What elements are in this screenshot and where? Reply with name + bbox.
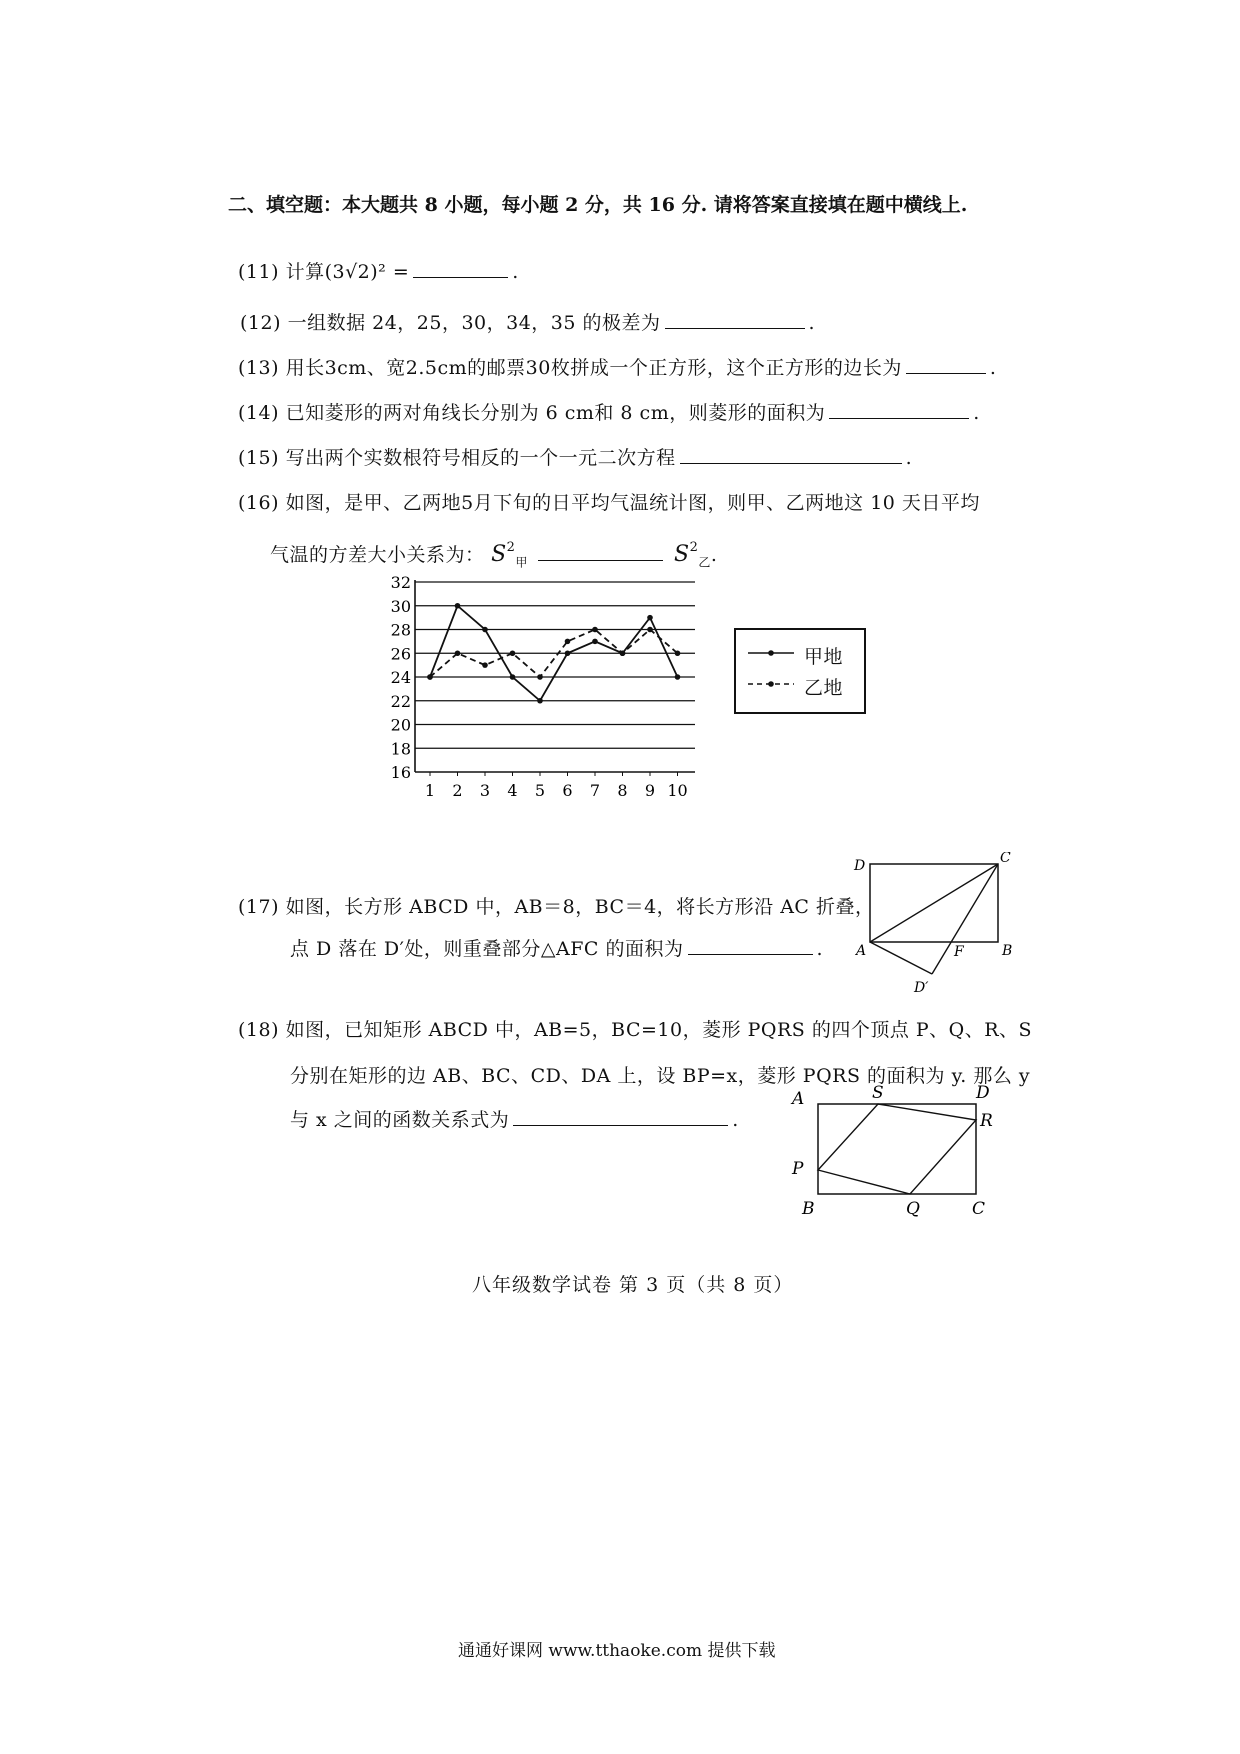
data-point xyxy=(427,674,433,680)
data-point xyxy=(565,650,571,656)
rhombus-in-rectangle-figure xyxy=(780,1082,1000,1222)
y-tick-label: 32 xyxy=(390,573,411,592)
label-d-prime: D′ xyxy=(914,980,929,996)
data-point xyxy=(647,627,653,633)
rhombus-pqrs xyxy=(818,1104,976,1194)
answer-blank[interactable] xyxy=(906,372,986,374)
question-text: 气温的方差大小关系为： xyxy=(270,544,485,566)
question-text: 与 x 之间的函数关系式为 xyxy=(290,1109,510,1131)
data-point xyxy=(537,698,543,704)
answer-blank[interactable] xyxy=(413,276,508,278)
question-text: 计算(3√2)² = xyxy=(285,261,410,283)
segment-d-prime-c xyxy=(932,864,998,974)
data-point xyxy=(675,650,681,656)
question-16 xyxy=(238,488,980,515)
segment-ad-prime xyxy=(870,942,932,974)
question-text: 一组数据 24，25，30，34，35 的极差为 xyxy=(287,312,661,334)
question-text: 如图，已知矩形 ABCD 中，AB=5，BC=10，菱形 PQRS 的四个顶点 P、Q、R、S xyxy=(285,1019,1033,1041)
data-point xyxy=(482,662,488,668)
x-tick-label: 7 xyxy=(589,781,601,800)
question-text: 点 D 落在 D′处，则重叠部分△AFC 的面积为 xyxy=(290,938,684,960)
y-tick-label: 28 xyxy=(390,620,411,640)
x-tick-label: 10 xyxy=(667,781,688,800)
question-13: (13) 用长3cm、宽2.5cm的邮票30枚拼成一个正方形，这个正方形的边长为 . xyxy=(238,357,997,379)
y-tick-labels xyxy=(391,573,411,782)
label-c: C xyxy=(1000,852,1011,866)
question-number: (11) xyxy=(238,261,280,283)
question-18 xyxy=(238,1015,1032,1042)
folded-rectangle-figure xyxy=(850,852,1020,1002)
legend-label-jia: 甲地 xyxy=(804,646,844,668)
data-point xyxy=(675,674,681,680)
question-number: (12) xyxy=(240,312,282,334)
question-12: (12) 一组数据 24，25，30，34，35 的极差为 . xyxy=(240,312,816,334)
label-b: B xyxy=(1002,943,1013,959)
question-17-line2: 点 D 落在 D′处，则重叠部分△AFC 的面积为 . xyxy=(290,938,824,960)
question-number: (15) xyxy=(238,447,280,469)
data-point xyxy=(455,603,461,609)
source-credit: 通通好课网 www.tthaoke.com 提供下载 xyxy=(458,1641,776,1661)
legend-label-yi: 乙地 xyxy=(804,677,844,699)
data-point xyxy=(620,650,626,656)
page-footer: 八年级数学试卷 第 3 页（共 8 页） xyxy=(472,1274,794,1296)
question-text: 分别在矩形的边 AB、BC、CD、DA 上，设 BP=x，菱形 PQRS 的面积为 y. 那么 y xyxy=(290,1065,1031,1087)
y-tick-label: 20 xyxy=(390,715,411,735)
x-tick-label: 3 xyxy=(479,781,491,800)
y-tick-label: 26 xyxy=(390,644,411,664)
x-tick-label: 9 xyxy=(644,781,656,800)
data-point xyxy=(510,674,516,680)
data-point xyxy=(592,639,598,645)
y-tick-label: 16 xyxy=(390,763,411,782)
label-s: S xyxy=(872,1083,884,1103)
question-number: (18) xyxy=(238,1019,280,1041)
rectangle-abcd xyxy=(818,1104,976,1194)
question-number: (16) xyxy=(238,492,280,514)
label-r: R xyxy=(980,1111,993,1131)
x-tick-label: 8 xyxy=(617,781,628,800)
y-tick-label: 22 xyxy=(390,691,411,711)
question-text: 已知菱形的两对角线长分别为 6 cm和 8 cm，则菱形的面积为 xyxy=(285,402,826,424)
question-16-line2: 气温的方差大小关系为： $S^2_甲$ $S^2_乙$. xyxy=(270,539,718,570)
question-number: (14) xyxy=(238,402,280,424)
data-point xyxy=(510,650,516,656)
label-a: A xyxy=(856,943,867,959)
data-point xyxy=(482,627,488,633)
answer-blank[interactable] xyxy=(688,953,813,955)
variance-symbol-jia: $S^2_甲$ xyxy=(491,539,528,570)
diagonal-ac xyxy=(870,864,998,942)
data-point xyxy=(592,627,598,633)
label-b: B xyxy=(802,1199,815,1219)
label-p: P xyxy=(792,1159,804,1179)
answer-blank[interactable] xyxy=(665,327,805,329)
data-point xyxy=(647,615,653,621)
x-tick-label: 6 xyxy=(562,781,573,800)
question-18-line3: 与 x 之间的函数关系式为 . xyxy=(290,1109,739,1131)
y-tick-label: 18 xyxy=(390,739,411,759)
section-title: 二、填空题：本大题共 8 小题，每小题 2 分，共 16 分. 请将答案直接填在题中横线上. xyxy=(228,194,968,216)
temperature-line-chart xyxy=(380,570,710,810)
question-text: 如图，长方形 ABCD 中，AB＝8，BC＝4，将长方形沿 AC 折叠， xyxy=(285,896,875,918)
x-tick-label: 1 xyxy=(424,781,436,800)
answer-blank[interactable] xyxy=(538,559,663,561)
data-point xyxy=(537,674,543,680)
x-tick-label: 5 xyxy=(534,781,546,800)
variance-symbol-yi: $S^2_乙$ xyxy=(674,539,711,570)
answer-blank[interactable] xyxy=(680,462,902,464)
question-11: (11) 计算(3√2)² = . xyxy=(238,261,519,283)
question-text: 如图，是甲、乙两地5月下旬的日平均气温统计图，则甲、乙两地这 10 天日平均 xyxy=(285,492,980,514)
question-14: (14) 已知菱形的两对角线长分别为 6 cm和 8 cm，则菱形的面积为 . xyxy=(238,402,980,424)
x-tick-label: 2 xyxy=(452,781,463,800)
x-tick-labels xyxy=(425,781,688,800)
data-point xyxy=(455,650,461,656)
label-f: F xyxy=(954,944,964,960)
answer-blank[interactable] xyxy=(829,417,969,419)
label-d: D xyxy=(976,1083,990,1103)
question-number: (17) xyxy=(238,896,280,918)
y-tick-label: 24 xyxy=(390,668,411,687)
answer-blank[interactable] xyxy=(513,1124,728,1126)
legend-line-dashed xyxy=(746,677,796,691)
label-d: D xyxy=(854,858,866,874)
question-number: (13) xyxy=(238,357,280,379)
question-15: (15) 写出两个实数根符号相反的一个一元二次方程 . xyxy=(238,447,913,469)
chart-legend xyxy=(734,628,866,714)
data-point xyxy=(565,639,571,645)
y-tick-label: 30 xyxy=(390,596,411,616)
label-c: C xyxy=(972,1199,986,1219)
question-17 xyxy=(238,892,875,919)
question-text: 用长3cm、宽2.5cm的邮票30枚拼成一个正方形，这个正方形的边长为 xyxy=(285,357,902,379)
label-q: Q xyxy=(906,1199,920,1219)
question-text: 写出两个实数根符号相反的一个一元二次方程 xyxy=(285,447,676,469)
legend-line-solid xyxy=(746,646,796,660)
x-tick-label: 4 xyxy=(507,781,518,800)
label-a: A xyxy=(792,1089,805,1109)
